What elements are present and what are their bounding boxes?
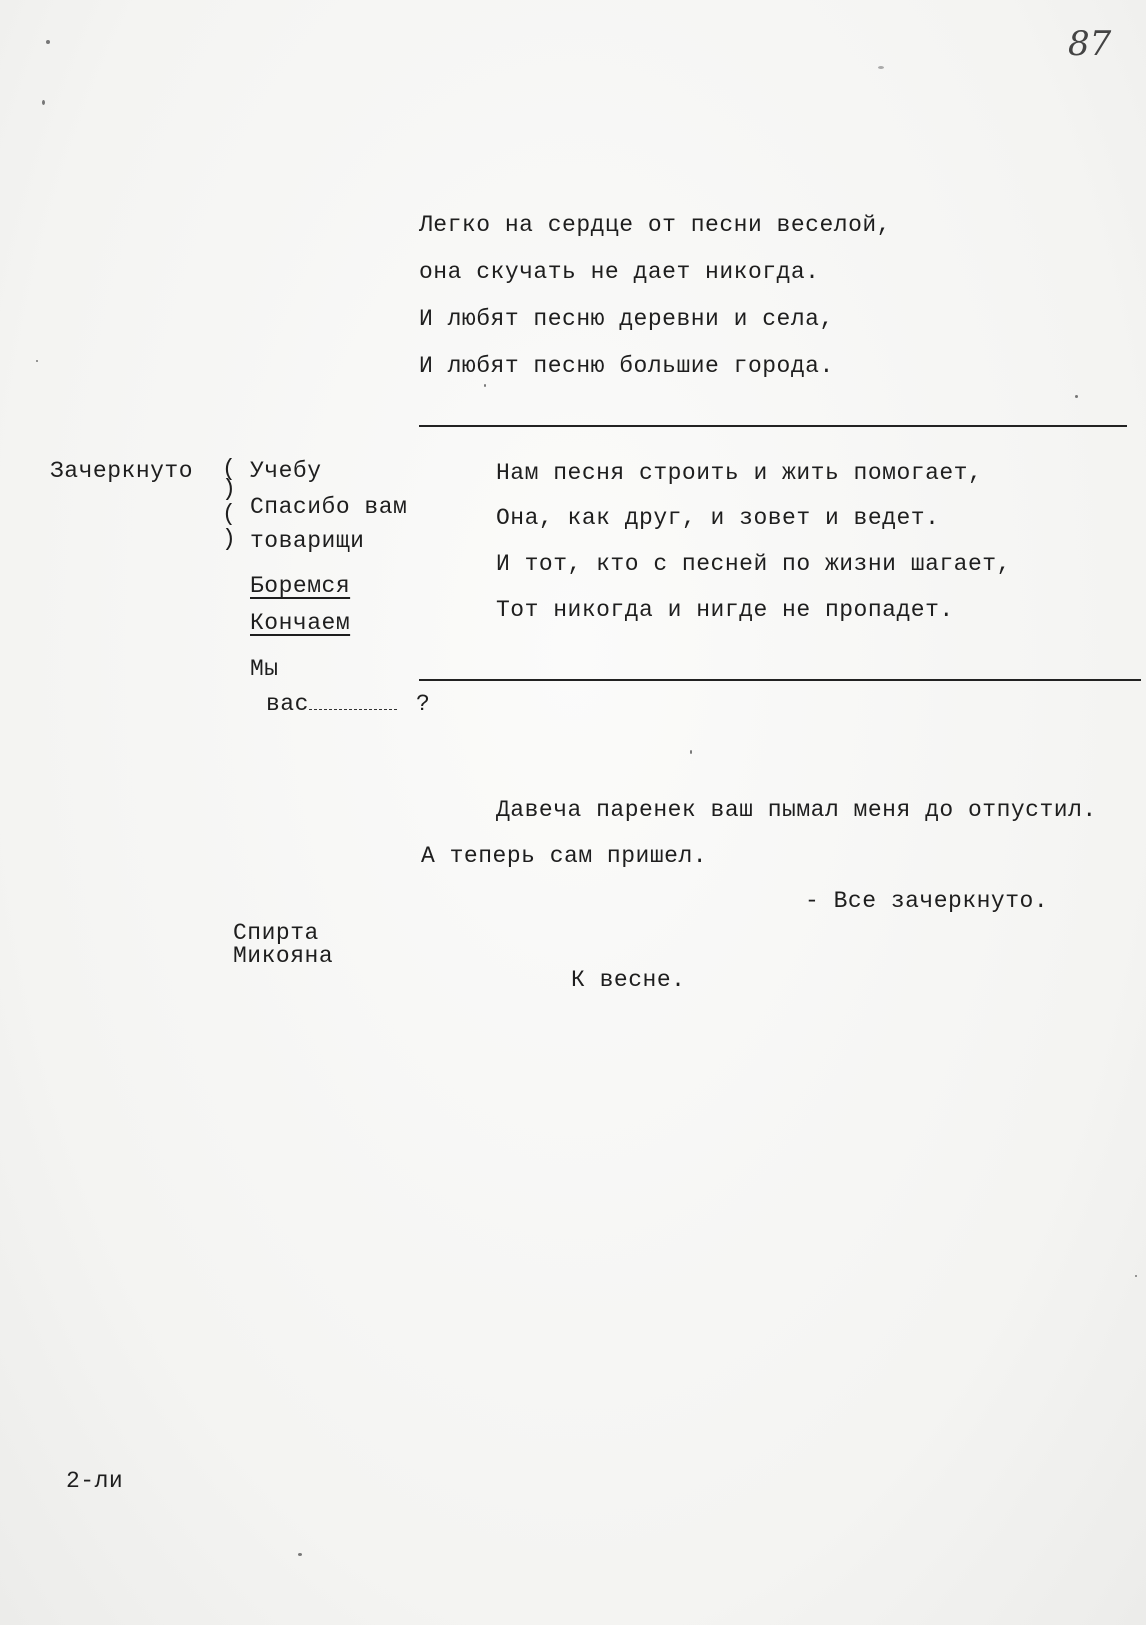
scan-speck — [878, 66, 884, 69]
bracket-close: ) — [222, 526, 236, 552]
scan-speck — [36, 360, 38, 362]
margin-note-label: Зачеркнуто — [50, 458, 194, 484]
margin-note-item: товарищи — [250, 528, 365, 554]
footer-code: 2-ли — [66, 1468, 124, 1494]
margin-note-item: Спасибо вам — [250, 494, 408, 520]
verse-2-line: Нам песня строить и жить помогает, — [496, 460, 983, 486]
prose-line-1: Давеча паренек ваш пымал меня до отпустил. — [496, 797, 1097, 823]
question-word: вас — [266, 691, 309, 717]
margin-note-item: Учебу — [250, 458, 322, 484]
page-number: 87 — [1068, 24, 1112, 64]
verse-1-line: Легко на сердце от песни веселой, — [419, 212, 891, 238]
side-note-line: Микояна — [233, 943, 334, 969]
scan-speck — [690, 750, 692, 754]
bracket-close: ) — [222, 476, 236, 502]
question-mark: ? — [416, 691, 431, 717]
scan-speck — [298, 1553, 302, 1556]
scan-speck — [1075, 395, 1078, 398]
verse-1-line: она скучать не дает никогда. — [419, 259, 820, 285]
closing-line: К весне. — [571, 967, 686, 993]
margin-note-underlined: Кончаем — [250, 610, 351, 636]
scan-speck — [1135, 1275, 1137, 1277]
verse-1-line: И любят песню большие города. — [419, 353, 834, 379]
margin-note-question-1: Мы — [250, 656, 279, 682]
bracket-open: ( — [222, 501, 236, 527]
prose-line-3: - Все зачеркнуто. — [805, 888, 1049, 914]
verse-2-line: Она, как друг, и зовет и ведет. — [496, 505, 940, 531]
scan-speck — [484, 384, 486, 387]
margin-note-underlined: Боремся — [250, 573, 351, 599]
margin-note-question-2 — [266, 691, 397, 717]
verse-2-line: И тот, кто с песней по жизни шагает, — [496, 551, 1011, 577]
bracket-open: ( — [222, 456, 236, 482]
verse-1-line: И любят песню деревни и села, — [419, 306, 834, 332]
verse-2-line: Тот никогда и нигде не пропадет. — [496, 597, 954, 623]
side-note-line: Спирта — [233, 920, 319, 946]
scan-speck — [42, 100, 45, 105]
scan-speck — [46, 40, 50, 44]
prose-line-2: А теперь сам пришел. — [421, 843, 708, 869]
separator-rule-1 — [419, 425, 1127, 427]
fill-in-blank — [309, 691, 397, 710]
separator-rule-2 — [419, 679, 1141, 681]
